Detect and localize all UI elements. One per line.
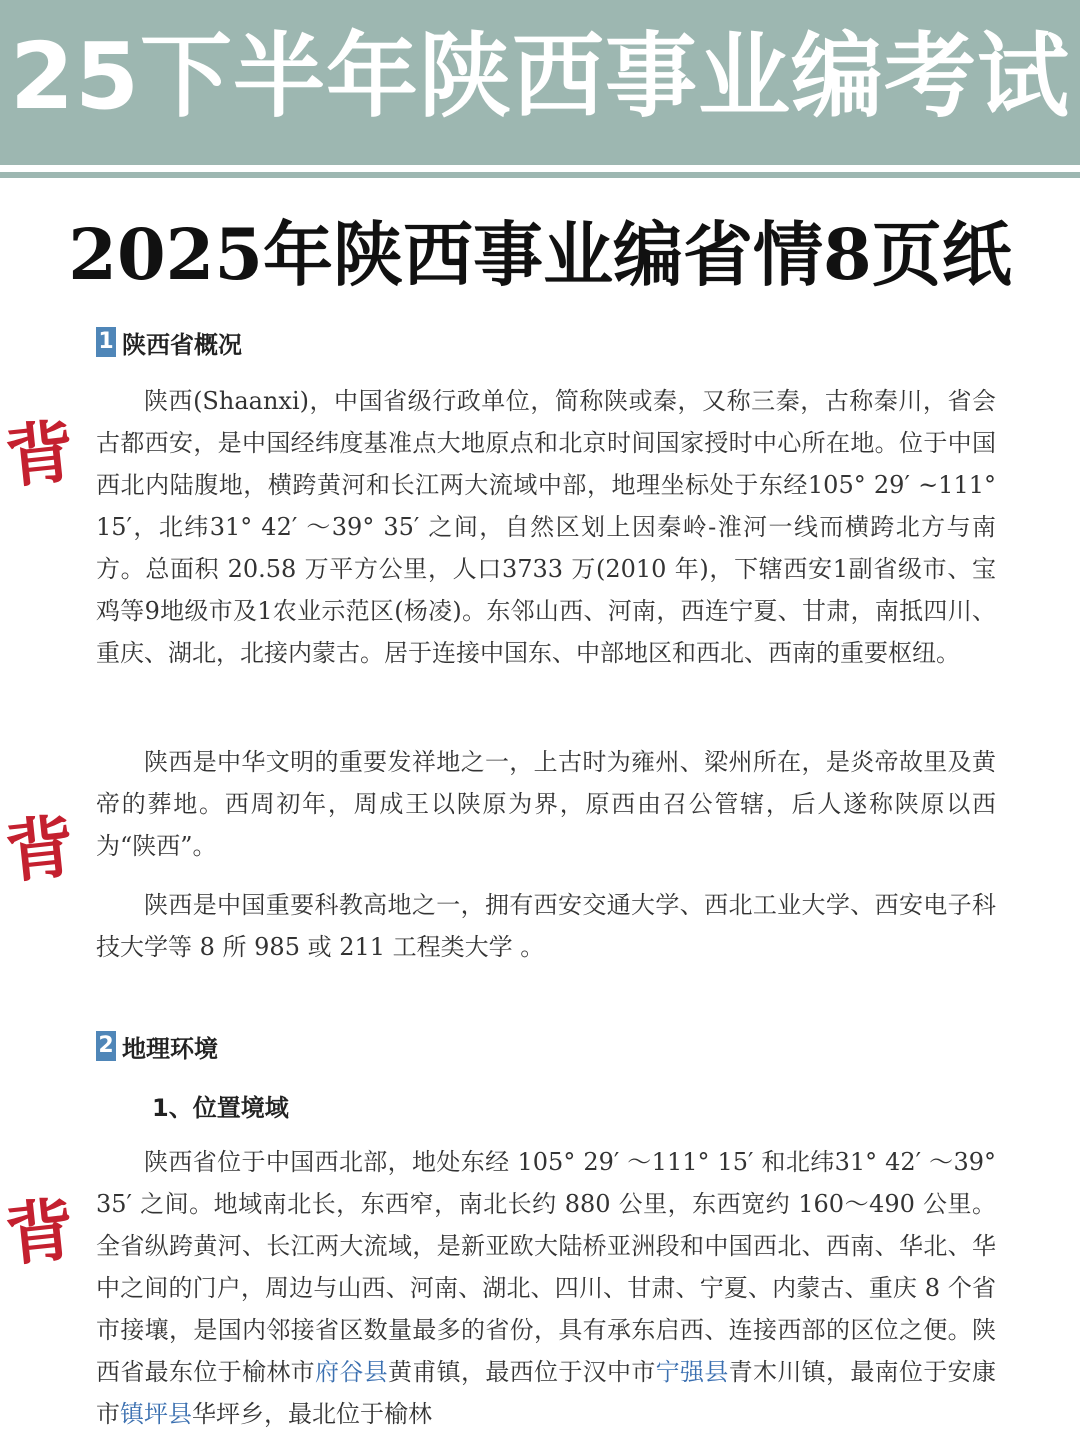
link-zhenping-county[interactable]: 镇坪县 — [120, 1400, 192, 1428]
text-run: 华坪乡，最北位于榆林 — [192, 1400, 432, 1428]
link-ningqiang-county[interactable]: 宁强县 — [655, 1358, 729, 1386]
text-run: 黄甫镇，最西位于汉中市 — [388, 1358, 656, 1386]
section-title: 地理环境 — [122, 1034, 218, 1063]
paragraph-location — [96, 1141, 996, 1435]
section-heading-overview — [96, 326, 242, 358]
section-heading-geography — [96, 1030, 218, 1062]
subsection-title: 1、位置境域 — [152, 1094, 289, 1122]
link-fugu-county[interactable]: 府谷县 — [315, 1358, 388, 1386]
paragraph-overview-3: 陕西是中国重要科教高地之一，拥有西安交通大学、西北工业大学、西安电子科技大学等 8 所 985 或 211 工程类大学 。 — [96, 891, 996, 961]
paragraph-overview-1: 陕西(Shaanxi)，中国省级行政单位，简称陕或秦，又称三秦，古称秦川，省会古都西安，是中国经纬度基准点大地原点和北京时间国家授时中心所在地。位于中国西北内陆腹地，横跨黄河和长江两大流域中部，地理坐标处于东经105° 29′ ~111° 15′，北纬31° 42′ ～39° 35′ 之间，自然区划上因秦岭-淮河一线而横跨北方与南方。总面积 20.58 万平方公里，人口3733 万(2010 年)，下辖西安1副省级市、宝鸡等9地级市及1农业示范区(杨凌)。东邻山西、河南，西连宁夏、甘肃，南抵四川、重庆、湖北，北接内蒙古。居于连接中国东、中部地区和西北、西南的重要枢纽。 — [96, 387, 996, 667]
banner-divider — [0, 172, 1080, 178]
header-banner — [0, 0, 1080, 165]
text-run: 青木川镇，最南位于安康市 — [96, 1358, 997, 1428]
document-title: 2025年陕西事业编省情8页纸 — [68, 213, 1012, 296]
section-number-badge: 2 — [96, 1031, 116, 1061]
memorize-mark: 背 — [1, 1189, 78, 1277]
section-number-badge: 1 — [96, 327, 116, 357]
section-title: 陕西省概况 — [122, 330, 242, 359]
memorize-mark: 背 — [1, 411, 78, 499]
text-run: 陕西省位于中国西北部，地处东经 105° 29′ ～111° 15′ 和北纬31° 42′ ～39° 35′ 之间。地域南北长，东西窄，南北长约 880 公里，东西宽约 160～490 公里。全省纵跨黄河、长江两大流域，是新亚欧大陆桥亚洲段和中国西北、西南、华北、华中之间的门户，周边与山西、河南、湖北、四川、甘肃、宁夏、内蒙古、重庆 8 个省市接壤，是国内邻接省区数量最多的省份，具有承东启西、连接西部的区位之便。陕西省最东位于榆林市 — [96, 1148, 996, 1386]
memorize-mark: 背 — [1, 806, 78, 894]
paragraph-overview-2: 陕西是中华文明的重要发祥地之一，上古时为雍州、梁州所在，是炎帝故里及黄帝的葬地。西周初年，周成王以陕原为界，原西由召公管辖，后人遂称陕原以西为“陕西”。 — [96, 748, 996, 860]
banner-title: 25下半年陕西事业编考试 — [9, 23, 1071, 130]
